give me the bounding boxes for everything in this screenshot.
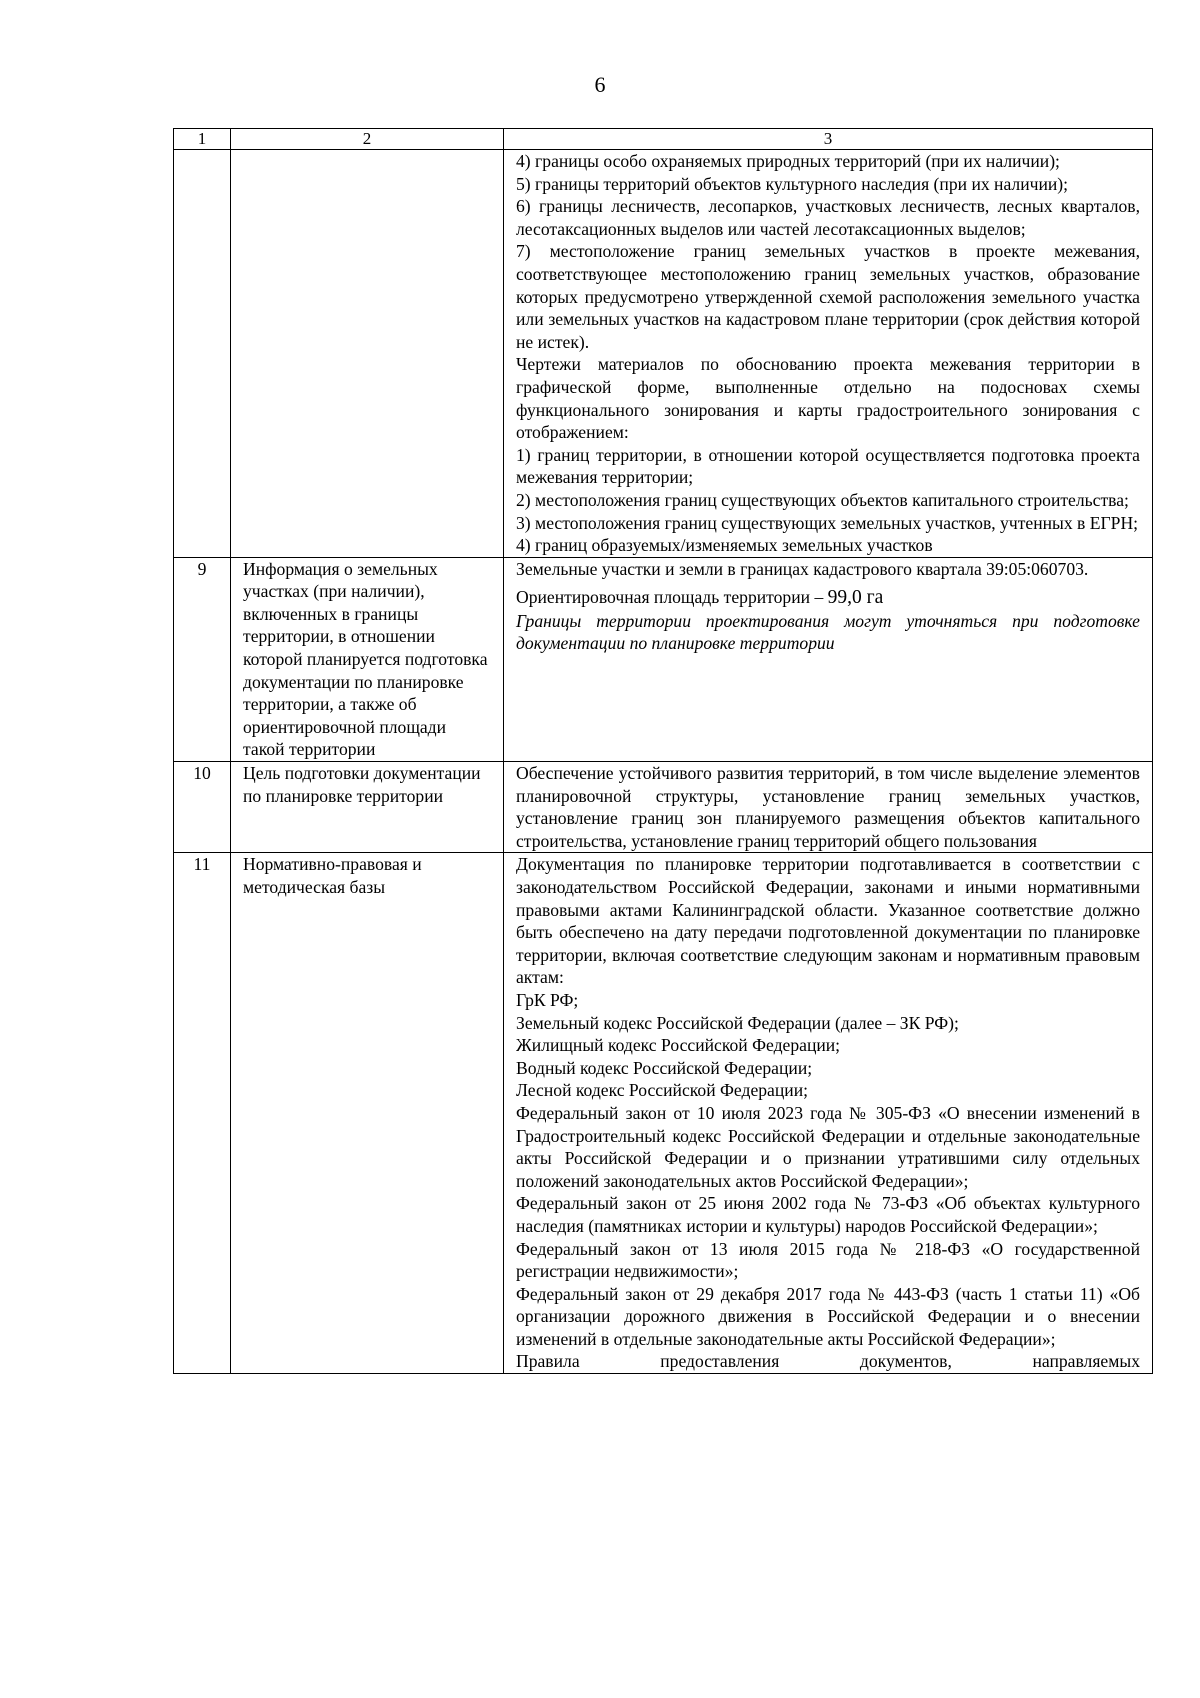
boundary-note: Границы территории проектирования могут уточняться при подготовке документации по планировке территории: [516, 610, 1140, 654]
row-number: 10: [174, 762, 231, 853]
content-line: Федеральный закон от 29 декабря 2017 года № 443-ФЗ (часть 1 статьи 11) «Об организации дорожного движения в Российской Федерации и о внесении изменений в отдельные законодательные акты Российской Федерации»;: [516, 1283, 1140, 1349]
table-row-9: [174, 557, 1153, 761]
content-line: 4) границ образуемых/изменяемых земельных участков: [516, 535, 933, 556]
task-table: [173, 128, 1153, 1374]
row-name: Нормативно-правовая и методическая базы: [231, 853, 504, 1374]
area-label: Ориентировочная площадь территории –: [516, 587, 828, 608]
row-content: [504, 557, 1153, 761]
area-value: 99,0 га: [827, 587, 884, 609]
content-line: Водный кодекс Российской Федерации;: [516, 1057, 813, 1078]
content-line: 7) местоположение границ земельных участков в проекте межевания, соответствующее местоположению границ земельных участков, образование которых предусмотрено утвержденной схемой расположения земельного участка или земельных участков на кадастровом плане территории (срок действия которой не истек).: [516, 241, 1140, 352]
row-content: [504, 853, 1153, 1374]
row-content: [504, 150, 1153, 558]
content-line: 2) местоположения границ существующих объектов капитального строительства;: [516, 489, 1129, 510]
table-row-10: [174, 762, 1153, 853]
page-number: 6: [594, 72, 606, 97]
row-number: 11: [174, 853, 231, 1374]
content-line: 6) границы лесничеств, лесопарков, участковых лесничеств, лесных кварталов, лесотаксационных выделов или частей лесотаксационных выделов;: [516, 196, 1140, 239]
content-line: 1) границ территории, в отношении которой осуществляется подготовка проекта межевания территории;: [516, 444, 1140, 488]
content-line: ГрК РФ;: [516, 989, 579, 1010]
row-content: [504, 762, 1153, 853]
row-number: [174, 150, 231, 558]
content-line: Лесной кодекс Российской Федерации;: [516, 1080, 808, 1101]
content-line: Федеральный закон от 13 июля 2015 года № 218-ФЗ «О государственной регистрации недвижимости»;: [516, 1238, 1140, 1282]
content-line: Документация по планировке территории подготавливается в соответствии с законодательством Российской Федерации, законами и иными нормативными правовыми актами Калининградской области. Указанное соответствие должно быть обеспечено на дату передачи подготовленной документации по планировке территории, включая соответствие следующим законам и нормативным правовым актам:: [516, 854, 1140, 988]
content-line: 4) границы особо охраняемых природных территорий (при их наличии);: [516, 151, 1060, 171]
row-number: 9: [174, 557, 231, 761]
content-line: 5) границы территорий объектов культурного наследия (при их наличии);: [516, 173, 1069, 194]
table-header-row: [174, 129, 1153, 150]
content-line: Земельные участки и земли в границах кадастрового квартала 39:05:060703.: [516, 558, 1089, 579]
header-col-2: 2: [231, 129, 504, 150]
header-col-1: 1: [174, 129, 231, 150]
content-line: Обеспечение устойчивого развития территорий, в том числе выделение элементов планировочной структуры, установление границ земельных участков, установление границ зон планируемого размещения объектов капитального строительства, установление границ территорий общего пользования: [516, 763, 1140, 851]
row-name: [231, 150, 504, 558]
content-line: Чертежи материалов по обоснованию проекта межевания территории в графической форме, выполненные отдельно на подосновах схемы функционального зонирования и карты градостроительного зонирования с отображением:: [516, 354, 1140, 443]
header-col-3: 3: [504, 129, 1153, 150]
content-line: Федеральный закон от 10 июля 2023 года № 305-ФЗ «О внесении изменений в Градостроительный кодекс Российской Федерации и отдельные законодательные акты Российской Федерации и о признании утратившими силу отдельных положений законодательных актов Российской Федерации»;: [516, 1102, 1140, 1191]
content-line: 3) местоположения границ существующих земельных участков, учтенных в ЕГРН;: [516, 512, 1139, 533]
table-row-continuation: [174, 150, 1153, 558]
content-line: Федеральный закон от 25 июня 2002 года № 73-ФЗ «Об объектах культурного наследия (памятниках истории и культуры) народов Российской Федерации»;: [516, 1193, 1140, 1236]
content-line: Земельный кодекс Российской Федерации (далее – ЗК РФ);: [516, 1012, 959, 1033]
row-name: Информация о земельных участках (при наличии), включенных в границы территории, в отношении которой планируется подготовка документации по планировке территории, а также об ориентировочной площади такой территории: [231, 557, 504, 761]
content-line: Правила предоставления документов, направляемых: [516, 1351, 1140, 1372]
area-line: [516, 586, 1140, 610]
table-row-11: [174, 853, 1153, 1374]
content-line: Жилищный кодекс Российской Федерации;: [516, 1035, 841, 1056]
row-name: Цель подготовки документации по планировке территории: [231, 762, 504, 853]
